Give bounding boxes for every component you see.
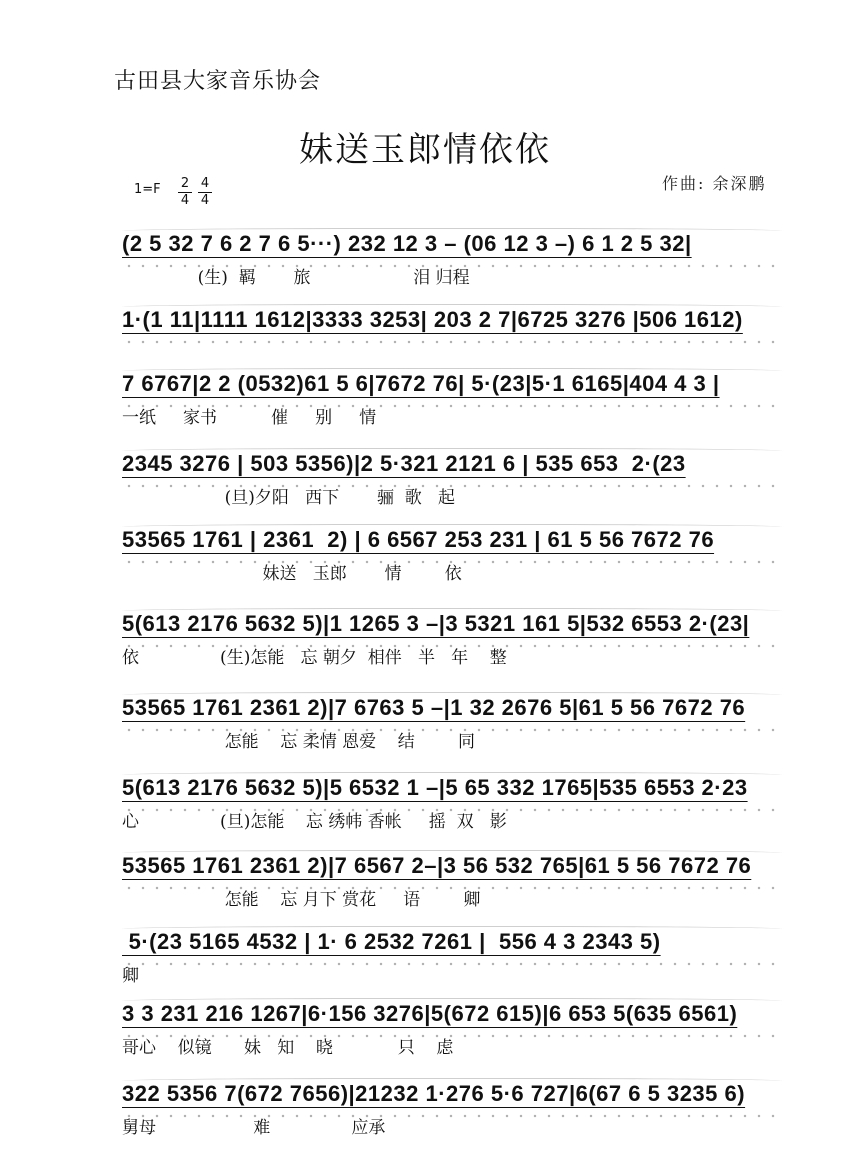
notation-line: (2 5 32 7 6 2 7 6 5···) 232 12 3 – (06 12 3 –) 6 1 2 5 32|	[122, 226, 782, 262]
key-signature: 1=F	[134, 182, 161, 197]
notation-system	[122, 690, 782, 754]
notation-system	[122, 996, 782, 1060]
notation-line: 322 5356 7(672 7656)|21232 1·276 5·6 727|6(67 6 5 3235 6)	[122, 1076, 782, 1112]
lyric-line: 哥心 似镜 妹 知 晓 只 虑	[122, 1038, 454, 1058]
lyric-line: 依 (生)怎能 忘 朝夕 相伴 半 年 整	[122, 648, 507, 668]
lyric-line: 怎能 忘 月下 赏花 语 卿	[122, 890, 481, 910]
notation-system	[122, 302, 782, 366]
lyric-line: 卿	[122, 966, 139, 986]
notation-line: 53565 1761 2361 2)|7 6763 5 –|1 32 2676 5|61 5 56 7672 76	[122, 690, 782, 726]
lyric-line: (旦)夕阳 西下 骊 歌 起	[122, 488, 455, 508]
notation-system	[122, 226, 782, 290]
notation-system	[122, 606, 782, 670]
lyric-line: 怎能 忘 柔情 恩爱 结 同	[122, 732, 475, 752]
lyric-line: 一纸 家书 催 别 情	[122, 408, 377, 428]
notation-line: 53565 1761 2361 2)|7 6567 2–|3 56 532 765|61 5 56 7672 76	[122, 848, 782, 884]
lyric-line: 舅母 难 应承	[122, 1118, 386, 1138]
lyric-line	[122, 342, 782, 366]
lyric-line: (生) 羁 旅 泪 归程	[122, 268, 470, 288]
composer-credit: 作曲: 余深鹏	[662, 174, 767, 193]
meter-bottom: 4	[180, 193, 190, 208]
notation-system	[122, 446, 782, 510]
notation-line: 5·(23 5165 4532 | 1· 6 2532 7261 | 556 4 3 2343 5)	[122, 924, 782, 960]
lyric-line: 心 (旦)怎能 忘 绣帏 香帐 摇 双 影	[122, 812, 507, 832]
notation-line: 53565 1761 | 2361 2) | 6 6567 253 231 | 61 5 56 7672 76	[122, 522, 782, 558]
notation-line: 2345 3276 | 503 5356)|2 5·321 2121 6 | 535 653 2·(23	[122, 446, 782, 482]
notation-system	[122, 924, 782, 988]
notation-system	[122, 770, 782, 834]
notation-line: 5(613 2176 5632 5)|5 6532 1 –|5 65 332 1765|535 6553 2·23	[122, 770, 782, 806]
notation-line: 5(613 2176 5632 5)|1 1265 3 –|3 5321 161 5|532 6553 2·(23|	[122, 606, 782, 642]
meter-top: 4	[198, 176, 212, 193]
notation-system	[122, 1076, 782, 1140]
notation-system	[122, 366, 782, 430]
organization-name: 古田县大家音乐协会	[114, 69, 322, 94]
meter-bottom: 4	[200, 193, 210, 208]
notation-line: 7 6767|2 2 (0532)61 5 6|7672 76| 5·(23|5·1 6165|404 4 3 |	[122, 366, 782, 402]
meter-top: 2	[178, 176, 192, 193]
notation-line: 1·(1 11|1111 1612|3333 3253| 203 2 7|6725 3276 |506 1612)	[122, 302, 782, 338]
lyric-line: 妹送 玉郎 情 依	[122, 564, 462, 584]
page-title: 妹送玉郎情依依	[299, 130, 551, 170]
time-signature-4-4	[198, 176, 212, 209]
notation-system	[122, 522, 782, 586]
notation-line: 3 3 231 216 1267|6·156 3276|5(672 615)|6 653 5(635 6561)	[122, 996, 782, 1032]
time-signature-2-4	[178, 176, 192, 209]
notation-system	[122, 848, 782, 912]
